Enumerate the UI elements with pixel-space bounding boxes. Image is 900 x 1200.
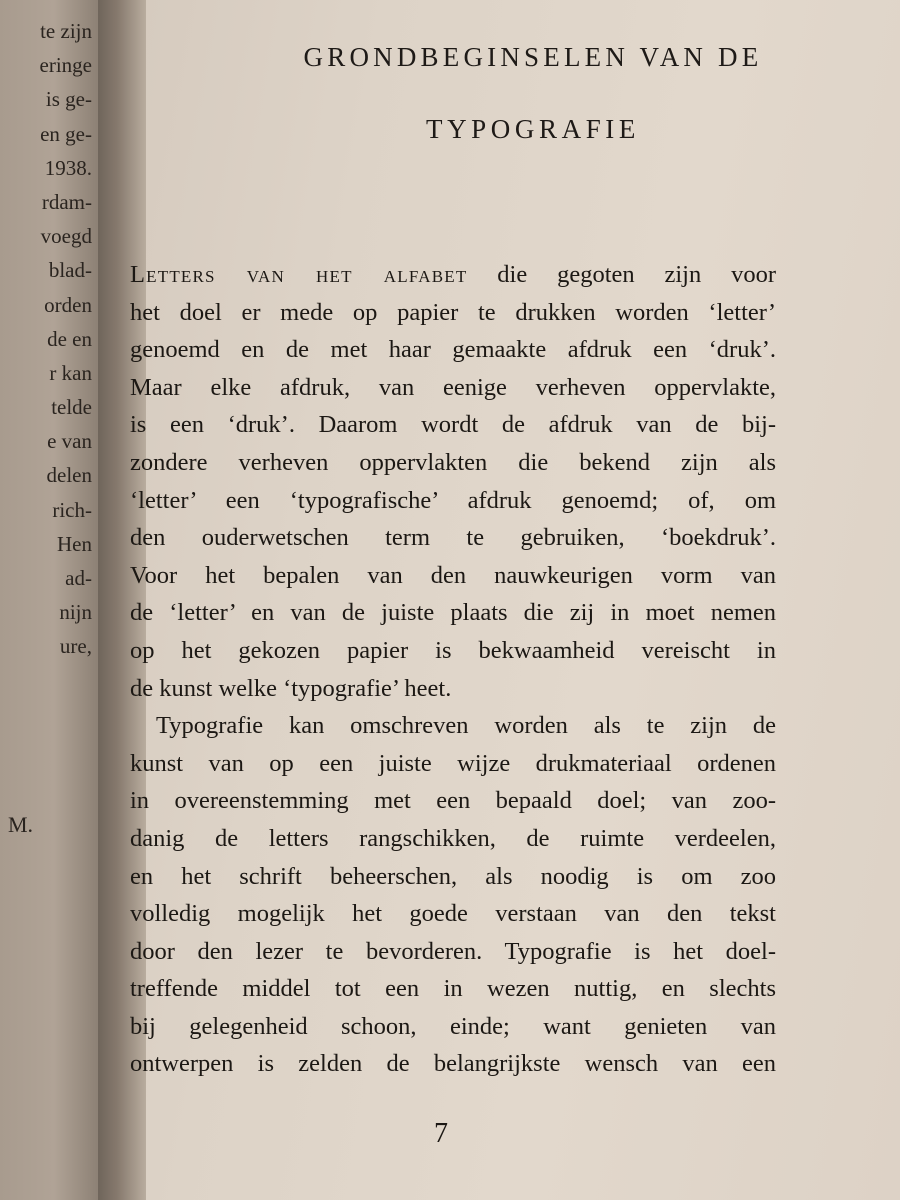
left-line: ad- — [65, 566, 92, 590]
body-line: Maar elke afdruk, van eenige verheven oppervlakte, — [130, 373, 776, 401]
body-line: op het gekozen papier is bekwaamheid vereischt in — [130, 636, 776, 664]
left-line: ure, — [59, 634, 92, 659]
body-line: treffende middel tot een in wezen nuttig, en slechts — [130, 975, 776, 1003]
left-line: telde — [51, 395, 92, 420]
main-page — [130, 0, 900, 1200]
chapter-title-line-1: GRONDBEGINSELEN VAN DE — [303, 42, 763, 72]
lead-in-smallcaps: Letters van het alfabet — [130, 261, 468, 288]
body-line: door den lezer te bevorderen. Typografie is het doel- — [130, 937, 776, 965]
left-line: r kan — [49, 360, 92, 385]
left-facing-page — [0, 0, 98, 1200]
left-line: en ge- — [40, 121, 92, 146]
left-line: e van — [47, 429, 92, 454]
body-line: danig de letters rangschikken, de ruimte verdeelen, — [130, 824, 776, 852]
body-line: den ouderwetschen term te gebruiken, ‘boekdruk’. — [130, 524, 776, 552]
left-line: orden — [44, 292, 92, 317]
body-line: de ‘letter’ en van de juiste plaats die zij in moet nemen — [130, 599, 776, 627]
body-line: het doel er mede op papier te drukken worden ‘letter’ — [130, 298, 776, 326]
left-page-text — [0, 14, 92, 664]
body-line: en het schrift beheerschen, als noodig is om zoo — [130, 862, 776, 890]
chapter-title-line-2: TYPOGRAFIE — [425, 114, 640, 144]
body-line: ‘letter’ een ‘typografische’ afdruk genoemd; of, om — [130, 486, 776, 514]
body-line: volledig mogelijk het goede verstaan van den tekst — [130, 900, 776, 928]
left-line: nijn — [59, 600, 92, 625]
body-line: in overeenstemming met een bepaald doel; van zoo- — [130, 787, 776, 815]
left-line: Hen — [57, 531, 92, 556]
body-text — [130, 256, 776, 1083]
left-line: voegd — [40, 224, 92, 249]
body-line: kunst van op een juiste wijze drukmateriaal ordenen — [130, 749, 776, 777]
left-line: rich- — [52, 497, 92, 522]
body-line: is een ‘druk’. Daarom wordt de afdruk van de bij- — [130, 411, 776, 439]
body-line: Typografie kan omschreven worden als te zijn de — [156, 712, 776, 740]
left-line: eringe — [39, 53, 92, 78]
left-line: 1938. — [44, 155, 92, 180]
body-line: genoemd en de met haar gemaakte afdruk een ‘druk’. — [130, 336, 776, 364]
left-line: delen — [46, 463, 92, 488]
left-line: te zijn — [40, 19, 92, 43]
body-line: ontwerpen is zelden de belangrijkste wensch van een — [130, 1050, 776, 1078]
body-line-text: die gegoten zijn voor — [497, 261, 776, 288]
left-line: de en — [47, 326, 92, 351]
body-line: Voor het bepalen van den nauwkeurigen vorm van — [130, 561, 776, 589]
body-line — [130, 256, 776, 294]
left-page-signature: M. — [8, 812, 34, 837]
left-line: blad- — [48, 258, 92, 283]
page-number: 7 — [434, 1118, 448, 1149]
body-line: de kunst welke ‘typografie’ heet. — [130, 674, 452, 702]
body-line: zondere verheven oppervlakten die bekend zijn als — [130, 448, 776, 476]
body-line: bij gelegenheid schoon, einde; want genieten van — [130, 1012, 776, 1040]
left-line: is ge- — [45, 87, 92, 112]
left-line: rdam- — [41, 189, 92, 214]
